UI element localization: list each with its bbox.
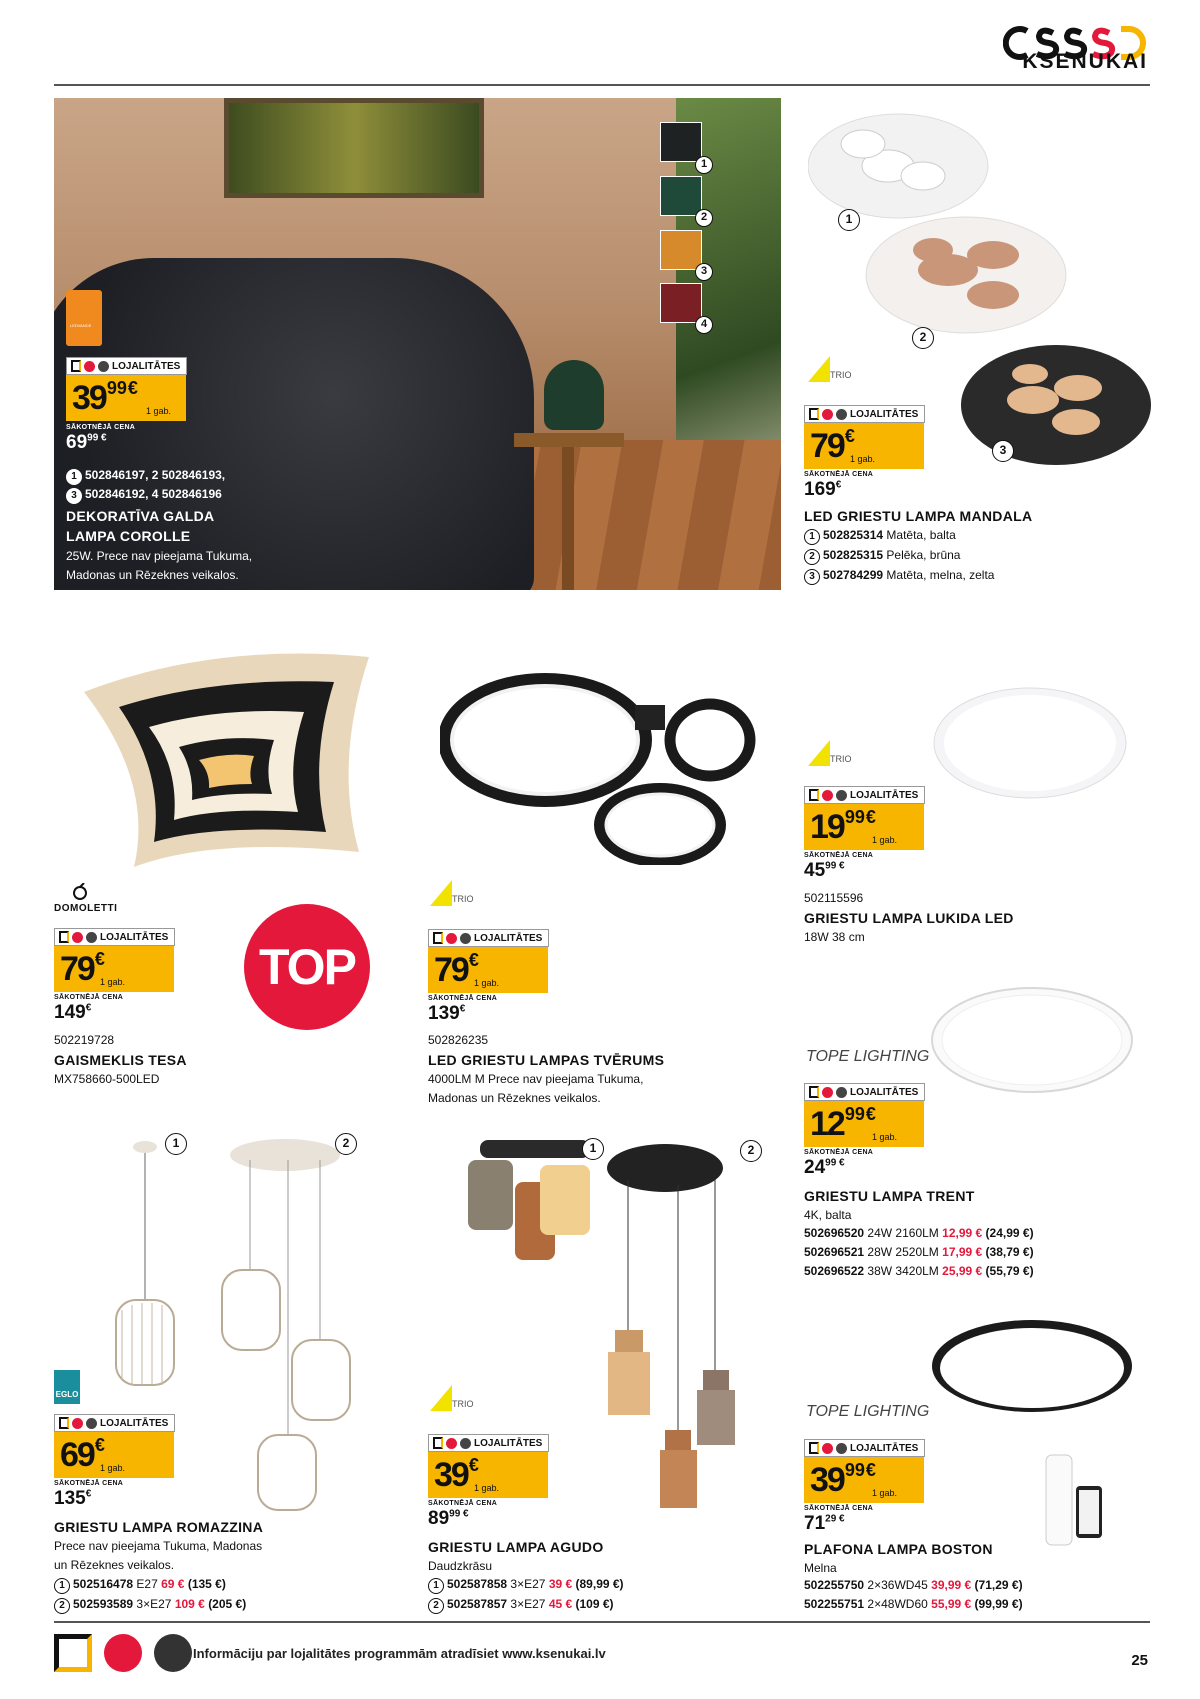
price-cents: 99 bbox=[844, 807, 865, 827]
spec: 2×36WD45 bbox=[867, 1578, 928, 1592]
swatch-3[interactable] bbox=[660, 230, 702, 270]
orig-int: 169 bbox=[804, 479, 836, 500]
loyalty-text: LOJALITĀTES bbox=[112, 360, 181, 372]
tesa-loyalty-label bbox=[54, 928, 175, 946]
agudo-num-2: 2 bbox=[740, 1140, 762, 1162]
loyalty-p-icon bbox=[836, 1087, 847, 1098]
p-circle-icon bbox=[154, 1634, 192, 1672]
tverums-orig-price bbox=[428, 1003, 465, 1025]
tverums-loyalty-label bbox=[428, 929, 549, 947]
price-currency: € bbox=[94, 1435, 105, 1455]
mandala-title: LED GRIESTU LAMPA MANDALA bbox=[804, 508, 1033, 524]
orig-cents: 29 € bbox=[825, 1513, 845, 1525]
loyalty-bracket-icon bbox=[433, 1437, 443, 1449]
orig-cents: 99 € bbox=[87, 432, 107, 444]
orig: (55,79 €) bbox=[985, 1264, 1034, 1278]
orig-label: SĀKOTNĒJĀ CENA bbox=[66, 424, 136, 431]
lukida-loyalty-label bbox=[804, 786, 925, 804]
loyalty-p-icon bbox=[460, 1438, 471, 1449]
orig-label: SĀKOTNĒJĀ CENA bbox=[804, 852, 874, 859]
trent-variant-1 bbox=[804, 1226, 1034, 1240]
tverums-desc-1: 4000LM M Prece nav pieejama Tukuma, bbox=[428, 1072, 644, 1086]
tesa-desc: MX758660-500LED bbox=[54, 1072, 160, 1086]
tverums-price bbox=[428, 947, 548, 993]
loyalty-red-icon bbox=[72, 1418, 83, 1429]
boston-title: PLAFONA LAMPA BOSTON bbox=[804, 1541, 993, 1557]
swatch-2[interactable] bbox=[660, 176, 702, 216]
footer-info-text: Informāciju par lojalitātes programmām atradīsiet www.ksenukai.lv bbox=[193, 1646, 606, 1661]
n: 1 bbox=[54, 1578, 70, 1594]
mandala-num-1: 1 bbox=[838, 209, 860, 231]
code: 502593589 bbox=[73, 1597, 134, 1611]
tverums-desc-2: Madonas un Rēzeknes veikalos. bbox=[428, 1091, 601, 1105]
tesa-title: GAISMEKLIS TESA bbox=[54, 1052, 187, 1068]
code: 502696522 bbox=[804, 1264, 865, 1278]
price-currency: € bbox=[94, 949, 105, 969]
romazzina-orig-price bbox=[54, 1488, 91, 1510]
price: 69 € bbox=[161, 1577, 185, 1591]
price: 109 € bbox=[174, 1597, 205, 1611]
text: Matēta, melna, zelta bbox=[886, 568, 995, 582]
footer-loyalty-icons bbox=[54, 1634, 192, 1672]
trio-text: TRIO bbox=[452, 894, 474, 904]
loyalty-bracket-icon bbox=[71, 360, 81, 372]
hero-loyalty-label bbox=[66, 357, 187, 375]
spec: 3×E27 bbox=[510, 1577, 546, 1591]
domoletti-brand: DOMOLETTI bbox=[54, 903, 118, 914]
price-int: 39 bbox=[810, 1461, 844, 1499]
mandala-num-3: 3 bbox=[992, 440, 1014, 462]
n: 1 bbox=[428, 1578, 444, 1594]
swatch-num-4: 4 bbox=[695, 316, 713, 334]
loyalty-p-icon bbox=[86, 1418, 97, 1429]
swatch-num-2: 2 bbox=[695, 209, 713, 227]
boston-lamp-image bbox=[930, 1318, 1135, 1418]
loyalty-bracket-icon bbox=[809, 1086, 819, 1098]
price-unit: 1 gab. bbox=[872, 1488, 898, 1498]
price-unit: 1 gab. bbox=[100, 1463, 126, 1473]
price-currency: € bbox=[865, 807, 876, 827]
code: 502516478 bbox=[73, 1577, 134, 1591]
loyalty-text: LOJALITĀTES bbox=[474, 932, 543, 944]
price-currency: € bbox=[865, 1104, 876, 1124]
hero-orig-price bbox=[66, 432, 107, 454]
swatch-4[interactable] bbox=[660, 283, 702, 323]
orig: (89,99 €) bbox=[575, 1577, 624, 1591]
spec: 38W 3420LM bbox=[867, 1264, 939, 1278]
ledvance-text: LEDVANCE bbox=[70, 323, 92, 328]
orig-cur: € bbox=[835, 479, 842, 491]
loyalty-red-icon bbox=[72, 932, 83, 943]
loyalty-bracket-icon bbox=[433, 932, 443, 944]
tesa-orig-price bbox=[54, 1002, 91, 1024]
trio-logo bbox=[430, 880, 474, 910]
orig: (135 €) bbox=[187, 1577, 226, 1591]
tope-lighting-logo: TOPE LIGHTING bbox=[806, 1048, 930, 1065]
romazzina-loyalty-label bbox=[54, 1414, 175, 1432]
price-unit: 1 gab. bbox=[146, 406, 172, 416]
price: 39,99 € bbox=[931, 1578, 972, 1592]
orig-int: 24 bbox=[804, 1157, 826, 1178]
orig-cents: 99 € bbox=[449, 1508, 469, 1520]
spec: 24W 2160LM bbox=[867, 1226, 939, 1240]
n: 2 bbox=[54, 1598, 70, 1614]
lukida-code: 502115596 bbox=[804, 891, 864, 905]
price-int: 79 bbox=[60, 950, 94, 988]
bracket-icon bbox=[54, 1634, 92, 1672]
code: 502825315 bbox=[823, 548, 884, 562]
swatch-num-1: 1 bbox=[695, 156, 713, 174]
loyalty-bracket-icon bbox=[809, 789, 819, 801]
tverums-code: 502826235 bbox=[428, 1033, 489, 1047]
page-number: 25 bbox=[1131, 1652, 1148, 1669]
code: 502255750 bbox=[804, 1578, 865, 1592]
loyalty-text: LOJALITĀTES bbox=[850, 1086, 919, 1098]
price-currency: € bbox=[844, 426, 855, 446]
top-badge: TOP bbox=[244, 904, 370, 1030]
orig-int: 69 bbox=[66, 432, 88, 453]
ksenukai-brand: KSENUKAI bbox=[1022, 50, 1148, 73]
mandala-loyalty-label bbox=[804, 405, 925, 423]
price-cents: 99 bbox=[106, 378, 127, 398]
agudo-loyalty-label bbox=[428, 1434, 549, 1452]
spec: 3×E27 bbox=[136, 1597, 172, 1611]
n: 2 bbox=[428, 1598, 444, 1614]
boston-loyalty-label bbox=[804, 1439, 925, 1457]
trio-logo bbox=[430, 1385, 474, 1415]
boston-orig-price bbox=[804, 1513, 845, 1535]
tesa-lamp-image bbox=[64, 652, 376, 877]
swatch-num-3: 3 bbox=[695, 263, 713, 281]
loyalty-p-icon bbox=[98, 361, 109, 372]
trio-logo bbox=[808, 740, 852, 770]
lukida-orig-price bbox=[804, 860, 845, 882]
n: 3 bbox=[804, 569, 820, 585]
loyalty-text: LOJALITĀTES bbox=[100, 931, 169, 943]
orig-label: SĀKOTNĒJĀ CENA bbox=[428, 1500, 498, 1507]
orig-int: 71 bbox=[804, 1513, 826, 1534]
price-cents: 99 bbox=[844, 1460, 865, 1480]
orig: (24,99 €) bbox=[985, 1226, 1034, 1240]
loyalty-text: LOJALITĀTES bbox=[850, 408, 919, 420]
orig-cur: € bbox=[85, 1002, 92, 1014]
lukida-desc: 18W 38 cm bbox=[804, 930, 865, 944]
price-int: 79 bbox=[810, 427, 844, 465]
trent-loyalty-label bbox=[804, 1083, 925, 1101]
domoletti-icon bbox=[70, 883, 90, 901]
num-1: 1 bbox=[66, 469, 82, 485]
loyalty-bracket-icon bbox=[809, 1442, 819, 1454]
tverums-lamp-image bbox=[440, 665, 770, 865]
codes-1: 502846197, 2 502846193, bbox=[85, 468, 226, 482]
orig-cur: € bbox=[459, 1003, 466, 1015]
red-circle-icon bbox=[104, 1634, 142, 1672]
hero-codes-2 bbox=[66, 487, 222, 504]
orig-int: 89 bbox=[428, 1508, 450, 1529]
price-int: 69 bbox=[60, 1436, 94, 1474]
spec: 3×E27 bbox=[510, 1597, 546, 1611]
hero-price bbox=[66, 375, 186, 421]
agudo-price bbox=[428, 1452, 548, 1498]
orig: (99,99 €) bbox=[974, 1597, 1023, 1611]
price-unit: 1 gab. bbox=[872, 835, 898, 845]
trio-text: TRIO bbox=[830, 754, 852, 764]
agudo-variant-1 bbox=[428, 1577, 624, 1594]
trent-variant-2 bbox=[804, 1245, 1034, 1259]
price-int: 39 bbox=[72, 379, 106, 417]
hero-title-1: DEKORATĪVA GALDA bbox=[66, 508, 215, 524]
trent-orig-price bbox=[804, 1157, 845, 1179]
code: 502784299 bbox=[823, 568, 884, 582]
orig-int: 45 bbox=[804, 860, 826, 881]
price: 39 € bbox=[548, 1577, 573, 1591]
tverums-title: LED GRIESTU LAMPAS TVĒRUMS bbox=[428, 1052, 665, 1068]
lukida-lamp-image bbox=[930, 685, 1130, 800]
mandala-num-2: 2 bbox=[912, 327, 934, 349]
orig-label: SĀKOTNĒJĀ CENA bbox=[54, 1480, 124, 1487]
loyalty-red-icon bbox=[822, 1087, 833, 1098]
orig-cents: 99 € bbox=[825, 860, 845, 872]
orig-int: 139 bbox=[428, 1003, 460, 1024]
price: 17,99 € bbox=[942, 1245, 983, 1259]
romazzina-price bbox=[54, 1432, 174, 1478]
loyalty-red-icon bbox=[822, 409, 833, 420]
agudo-num-1: 1 bbox=[582, 1138, 604, 1160]
loyalty-red-icon bbox=[822, 790, 833, 801]
loyalty-red-icon bbox=[822, 1443, 833, 1454]
price-currency: € bbox=[468, 1455, 479, 1475]
price: 45 € bbox=[548, 1597, 573, 1611]
agudo-variant-2 bbox=[428, 1597, 614, 1614]
loyalty-text: LOJALITĀTES bbox=[474, 1437, 543, 1449]
price-currency: € bbox=[468, 950, 479, 970]
orig: (205 €) bbox=[208, 1597, 247, 1611]
loyalty-p-icon bbox=[86, 932, 97, 943]
remote-and-phone-image bbox=[1038, 1450, 1108, 1550]
lukida-title: GRIESTU LAMPA LUKIDA LED bbox=[804, 910, 1014, 926]
agudo-orig-price bbox=[428, 1508, 469, 1530]
price-unit: 1 gab. bbox=[100, 977, 126, 987]
code: 502696521 bbox=[804, 1245, 865, 1259]
loyalty-bracket-icon bbox=[809, 408, 819, 420]
spec: E27 bbox=[136, 1577, 158, 1591]
hero-codes-1 bbox=[66, 468, 225, 485]
hero-desc-2: Madonas un Rēzeknes veikalos. bbox=[66, 568, 239, 582]
n: 1 bbox=[804, 529, 820, 545]
agudo-desc: Daudzkrāsu bbox=[428, 1559, 493, 1573]
boston-price bbox=[804, 1457, 924, 1503]
boston-variant-1 bbox=[804, 1578, 1023, 1592]
swatch-1[interactable] bbox=[660, 122, 702, 162]
mandala-variant-1 bbox=[804, 528, 956, 545]
loyalty-red-icon bbox=[446, 933, 457, 944]
orig: (38,79 €) bbox=[985, 1245, 1034, 1259]
trent-title: GRIESTU LAMPA TRENT bbox=[804, 1188, 975, 1204]
price-currency: € bbox=[127, 378, 138, 398]
n: 2 bbox=[804, 549, 820, 565]
loyalty-red-icon bbox=[446, 1438, 457, 1449]
romazzina-num-2: 2 bbox=[335, 1133, 357, 1155]
price-int: 39 bbox=[434, 1456, 468, 1494]
spec: 28W 2520LM bbox=[867, 1245, 939, 1259]
price-int: 19 bbox=[810, 808, 844, 846]
price-unit: 1 gab. bbox=[474, 1483, 500, 1493]
num-3: 3 bbox=[66, 488, 82, 504]
loyalty-p-icon bbox=[836, 1443, 847, 1454]
code: 502587858 bbox=[447, 1577, 508, 1591]
orig-label: SĀKOTNĒJĀ CENA bbox=[54, 994, 124, 1001]
hero-title-2: LAMPA COROLLE bbox=[66, 528, 191, 544]
corolle-lamp bbox=[544, 360, 604, 430]
loyalty-text: LOJALITĀTES bbox=[850, 789, 919, 801]
orig-label: SĀKOTNĒJĀ CENA bbox=[804, 471, 874, 478]
header-divider bbox=[54, 84, 1150, 86]
romazzina-desc-2: un Rēzeknes veikalos. bbox=[54, 1558, 175, 1572]
orig-int: 149 bbox=[54, 1002, 86, 1023]
loyalty-p-icon bbox=[460, 933, 471, 944]
orig: (109 €) bbox=[575, 1597, 614, 1611]
orig-label: SĀKOTNĒJĀ CENA bbox=[804, 1505, 874, 1512]
trio-text: TRIO bbox=[452, 1399, 474, 1409]
price-currency: € bbox=[865, 1460, 876, 1480]
trent-desc: 4K, balta bbox=[804, 1208, 852, 1222]
price-unit: 1 gab. bbox=[474, 978, 500, 988]
mandala-orig-price bbox=[804, 479, 841, 501]
mandala-variant-3 bbox=[804, 568, 994, 585]
orig-int: 135 bbox=[54, 1488, 86, 1509]
painting bbox=[224, 98, 484, 198]
footer-divider bbox=[54, 1621, 1150, 1623]
trent-price bbox=[804, 1101, 924, 1147]
orig-label: SĀKOTNĒJĀ CENA bbox=[804, 1149, 874, 1156]
ledvance-logo bbox=[66, 290, 102, 346]
loyalty-bracket-icon bbox=[59, 1417, 69, 1429]
price: 25,99 € bbox=[942, 1264, 983, 1278]
eglo-logo: EGLO bbox=[54, 1370, 80, 1404]
code: 502587857 bbox=[447, 1597, 508, 1611]
orig-cents: 99 € bbox=[825, 1157, 845, 1169]
price-cents: 99 bbox=[844, 1104, 865, 1124]
price: 12,99 € bbox=[942, 1226, 983, 1240]
code: 502696520 bbox=[804, 1226, 865, 1240]
boston-desc: Melna bbox=[804, 1561, 837, 1575]
trent-variant-3 bbox=[804, 1264, 1034, 1278]
loyalty-red-icon bbox=[84, 361, 95, 372]
romazzina-variant-1 bbox=[54, 1577, 226, 1594]
tesa-code: 502219728 bbox=[54, 1033, 115, 1047]
trio-text: TRIO bbox=[830, 370, 852, 380]
hero-desc-1: 25W. Prece nav pieejama Tukuma, bbox=[66, 549, 253, 563]
loyalty-p-icon bbox=[836, 409, 847, 420]
mandala-variant-2 bbox=[804, 548, 960, 565]
romazzina-title: GRIESTU LAMPA ROMAZZINA bbox=[54, 1519, 264, 1535]
romazzina-variant-2 bbox=[54, 1597, 246, 1614]
text: Pelēka, brūna bbox=[886, 548, 961, 562]
mandala-price bbox=[804, 423, 924, 469]
loyalty-p-icon bbox=[836, 790, 847, 801]
trent-lamp-image bbox=[930, 985, 1135, 1095]
loyalty-text: LOJALITĀTES bbox=[100, 1417, 169, 1429]
text: Matēta, balta bbox=[886, 528, 956, 542]
orig: (71,29 €) bbox=[974, 1578, 1023, 1592]
spec: 2×48WD60 bbox=[867, 1597, 928, 1611]
tesa-price bbox=[54, 946, 174, 992]
boston-variant-2 bbox=[804, 1597, 1023, 1611]
trio-logo bbox=[808, 356, 852, 386]
price: 55,99 € bbox=[931, 1597, 972, 1611]
price-int: 79 bbox=[434, 951, 468, 989]
codes-2: 502846192, 4 502846196 bbox=[85, 487, 222, 501]
stool bbox=[514, 433, 624, 590]
lukida-price bbox=[804, 804, 924, 850]
orig-label: SĀKOTNĒJĀ CENA bbox=[428, 995, 498, 1002]
price-unit: 1 gab. bbox=[872, 1132, 898, 1142]
price-int: 12 bbox=[810, 1105, 844, 1143]
orig-cur: € bbox=[85, 1488, 92, 1500]
loyalty-bracket-icon bbox=[59, 931, 69, 943]
code: 502825314 bbox=[823, 528, 884, 542]
agudo-title: GRIESTU LAMPA AGUDO bbox=[428, 1539, 604, 1555]
price-unit: 1 gab. bbox=[850, 454, 876, 464]
code: 502255751 bbox=[804, 1597, 865, 1611]
tope-lighting-logo: TOPE LIGHTING bbox=[806, 1403, 930, 1420]
romazzina-desc-1: Prece nav pieejama Tukuma, Madonas bbox=[54, 1539, 263, 1553]
romazzina-num-1: 1 bbox=[165, 1133, 187, 1155]
loyalty-text: LOJALITĀTES bbox=[850, 1442, 919, 1454]
